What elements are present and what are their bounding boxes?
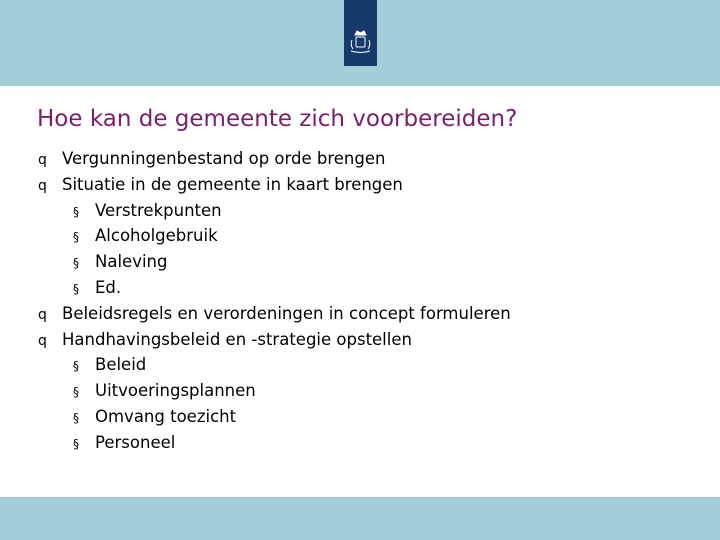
- slide-title: Hoe kan de gemeente zich voorbereiden?: [37, 106, 518, 132]
- bullet-text: Uitvoeringsplannen: [95, 381, 256, 401]
- sub-bullet-item: [38, 352, 511, 378]
- bullet-item: [38, 172, 511, 198]
- header-band: [0, 0, 720, 86]
- sub-bullet-item: [38, 275, 511, 301]
- bullet-text: Beleid: [95, 355, 147, 375]
- checkbox-bullet-icon: q: [38, 152, 47, 168]
- bullet-item: [38, 301, 511, 327]
- bullet-text: Situatie in de gemeente in kaart brengen: [62, 174, 403, 194]
- checkbox-bullet-icon: q: [38, 306, 47, 323]
- section-bullet-icon: §: [73, 281, 79, 296]
- sub-bullet-item: [38, 198, 511, 224]
- bullet-text: Verstrekpunten: [95, 200, 222, 220]
- checkbox-bullet-icon: q: [38, 332, 47, 349]
- section-bullet-icon: §: [73, 256, 79, 271]
- bullet-list: [38, 146, 511, 456]
- section-bullet-icon: §: [73, 436, 79, 451]
- coat-of-arms-icon: [344, 0, 377, 66]
- checkbox-bullet-icon: q: [38, 177, 47, 194]
- section-bullet-icon: §: [73, 359, 79, 374]
- sub-bullet-item: [38, 378, 511, 404]
- sub-bullet-item: [38, 430, 511, 456]
- section-bullet-icon: §: [73, 230, 79, 245]
- sub-bullet-item: [38, 404, 511, 430]
- section-bullet-icon: §: [73, 385, 79, 400]
- bullet-item: [38, 146, 511, 172]
- section-bullet-icon: §: [73, 410, 79, 425]
- bullet-text: Vergunningenbestand op orde brengen: [62, 149, 386, 168]
- bullet-text: Beleidsregels en verordeningen in concept formuleren: [62, 303, 511, 323]
- bullet-text: Ed.: [95, 277, 122, 297]
- bullet-item: [38, 327, 511, 353]
- bullet-text: Naleving: [95, 252, 168, 272]
- bullet-text: Handhavingsbeleid en -strategie opstellen: [62, 329, 412, 349]
- bullet-text: Omvang toezicht: [95, 406, 237, 426]
- section-bullet-icon: §: [73, 204, 79, 219]
- bullet-text: Alcoholgebruik: [95, 226, 218, 246]
- footer-band: [0, 497, 720, 540]
- bullet-text: Personeel: [95, 432, 176, 452]
- sub-bullet-item: [38, 249, 511, 275]
- sub-bullet-item: [38, 223, 511, 249]
